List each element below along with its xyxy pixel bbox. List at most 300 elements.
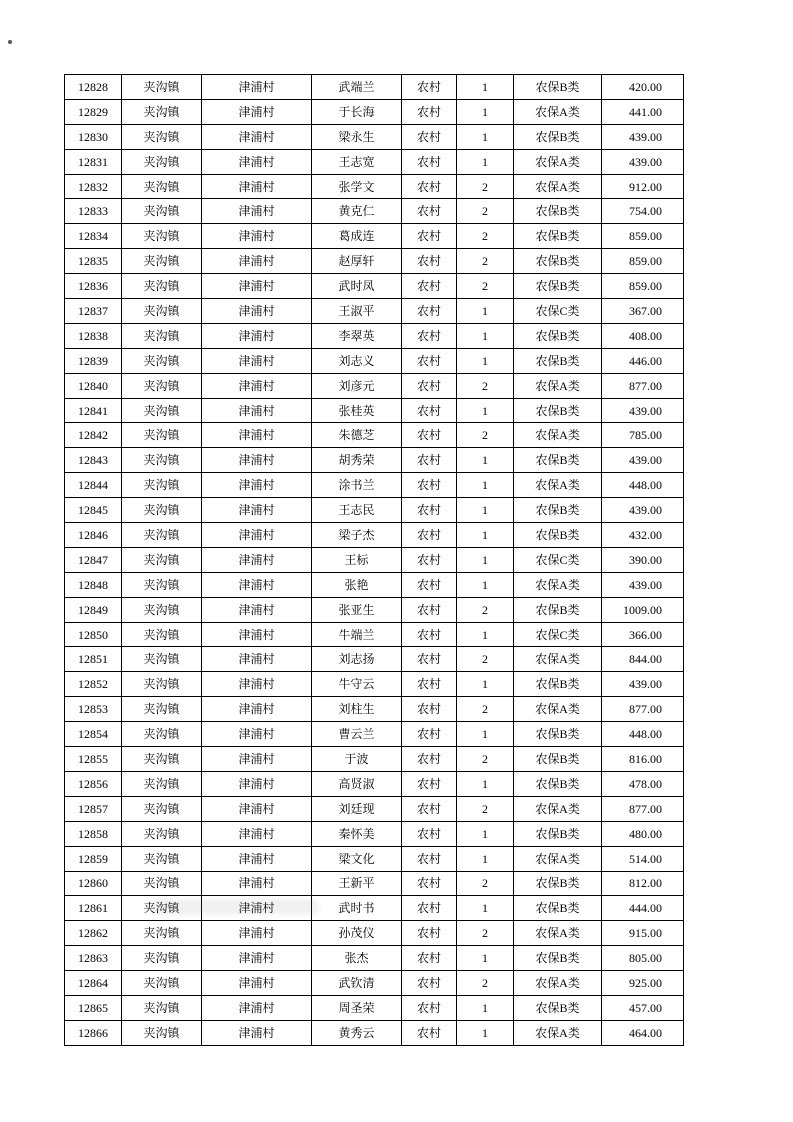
town-cell: 夹沟镇 (122, 448, 202, 473)
table-row (65, 572, 684, 597)
category-cell: 农村 (402, 249, 457, 274)
insurance-type-cell: 农保B类 (514, 896, 602, 921)
category-cell: 农村 (402, 448, 457, 473)
table-row (65, 498, 684, 523)
table-row (65, 423, 684, 448)
name-cell: 张艳 (312, 572, 402, 597)
insurance-type-cell: 农保A类 (514, 572, 602, 597)
count-cell: 2 (457, 423, 514, 448)
insurance-type-cell: 农保B类 (514, 946, 602, 971)
category-cell: 农村 (402, 1020, 457, 1045)
category-cell: 农村 (402, 423, 457, 448)
town-cell: 夹沟镇 (122, 149, 202, 174)
insurance-type-cell: 农保B类 (514, 871, 602, 896)
name-cell: 李翠英 (312, 323, 402, 348)
table-row (65, 995, 684, 1020)
town-cell: 夹沟镇 (122, 299, 202, 324)
amount-cell: 912.00 (602, 174, 684, 199)
category-cell: 农村 (402, 348, 457, 373)
village-cell: 津浦村 (202, 498, 312, 523)
category-cell: 农村 (402, 523, 457, 548)
category-cell: 农村 (402, 771, 457, 796)
town-cell: 夹沟镇 (122, 647, 202, 672)
village-cell: 津浦村 (202, 672, 312, 697)
village-cell: 津浦村 (202, 921, 312, 946)
name-cell: 刘柱生 (312, 697, 402, 722)
table-row (65, 796, 684, 821)
amount-cell: 805.00 (602, 946, 684, 971)
village-cell: 津浦村 (202, 274, 312, 299)
insurance-type-cell: 农保B类 (514, 348, 602, 373)
count-cell: 1 (457, 672, 514, 697)
serial-cell: 12863 (65, 946, 122, 971)
town-cell: 夹沟镇 (122, 697, 202, 722)
village-cell: 津浦村 (202, 796, 312, 821)
insurance-type-cell: 农保A类 (514, 149, 602, 174)
count-cell: 1 (457, 547, 514, 572)
amount-cell: 812.00 (602, 871, 684, 896)
name-cell: 王志民 (312, 498, 402, 523)
category-cell: 农村 (402, 473, 457, 498)
town-cell: 夹沟镇 (122, 249, 202, 274)
insurance-type-cell: 农保B类 (514, 821, 602, 846)
insurance-type-cell: 农保B类 (514, 199, 602, 224)
serial-cell: 12861 (65, 896, 122, 921)
table-row (65, 821, 684, 846)
town-cell: 夹沟镇 (122, 572, 202, 597)
serial-cell: 12838 (65, 323, 122, 348)
category-cell: 农村 (402, 971, 457, 996)
name-cell: 武时凤 (312, 274, 402, 299)
village-cell: 津浦村 (202, 99, 312, 124)
count-cell: 2 (457, 373, 514, 398)
insurance-type-cell: 农保B类 (514, 995, 602, 1020)
count-cell: 1 (457, 771, 514, 796)
amount-cell: 859.00 (602, 274, 684, 299)
village-cell: 津浦村 (202, 174, 312, 199)
table-row (65, 946, 684, 971)
name-cell: 秦怀美 (312, 821, 402, 846)
table-row (65, 174, 684, 199)
insurance-type-cell: 农保C类 (514, 622, 602, 647)
serial-cell: 12852 (65, 672, 122, 697)
insurance-type-cell: 农保A类 (514, 697, 602, 722)
count-cell: 2 (457, 921, 514, 946)
insurance-type-cell: 农保B类 (514, 124, 602, 149)
town-cell: 夹沟镇 (122, 547, 202, 572)
name-cell: 于波 (312, 747, 402, 772)
category-cell: 农村 (402, 622, 457, 647)
table-row (65, 398, 684, 423)
category-cell: 农村 (402, 672, 457, 697)
category-cell: 农村 (402, 323, 457, 348)
category-cell: 农村 (402, 498, 457, 523)
category-cell: 农村 (402, 99, 457, 124)
count-cell: 1 (457, 323, 514, 348)
insurance-type-cell: 农保A类 (514, 647, 602, 672)
amount-cell: 754.00 (602, 199, 684, 224)
category-cell: 农村 (402, 274, 457, 299)
serial-cell: 12865 (65, 995, 122, 1020)
insurance-type-cell: 农保A类 (514, 796, 602, 821)
table-row (65, 597, 684, 622)
count-cell: 1 (457, 398, 514, 423)
amount-cell: 367.00 (602, 299, 684, 324)
town-cell: 夹沟镇 (122, 846, 202, 871)
amount-cell: 877.00 (602, 697, 684, 722)
name-cell: 武时书 (312, 896, 402, 921)
amount-cell: 877.00 (602, 373, 684, 398)
insurance-type-cell: 农保A类 (514, 971, 602, 996)
insurance-type-cell: 农保A类 (514, 921, 602, 946)
village-cell: 津浦村 (202, 249, 312, 274)
category-cell: 农村 (402, 697, 457, 722)
count-cell: 1 (457, 1020, 514, 1045)
amount-cell: 1009.00 (602, 597, 684, 622)
table-row (65, 771, 684, 796)
town-cell: 夹沟镇 (122, 323, 202, 348)
serial-cell: 12854 (65, 722, 122, 747)
name-cell: 朱德芝 (312, 423, 402, 448)
amount-cell: 441.00 (602, 99, 684, 124)
town-cell: 夹沟镇 (122, 921, 202, 946)
serial-cell: 12857 (65, 796, 122, 821)
count-cell: 1 (457, 299, 514, 324)
village-cell: 津浦村 (202, 398, 312, 423)
amount-cell: 448.00 (602, 473, 684, 498)
benefits-table-container (64, 74, 684, 1046)
count-cell: 2 (457, 871, 514, 896)
count-cell: 1 (457, 149, 514, 174)
table-row (65, 697, 684, 722)
table-row (65, 547, 684, 572)
table-row (65, 224, 684, 249)
count-cell: 2 (457, 747, 514, 772)
name-cell: 刘志扬 (312, 647, 402, 672)
name-cell: 张桂英 (312, 398, 402, 423)
name-cell: 张亚生 (312, 597, 402, 622)
table-row (65, 971, 684, 996)
insurance-type-cell: 农保A类 (514, 846, 602, 871)
insurance-type-cell: 农保B类 (514, 771, 602, 796)
count-cell: 2 (457, 224, 514, 249)
amount-cell: 420.00 (602, 75, 684, 100)
insurance-type-cell: 农保B类 (514, 448, 602, 473)
category-cell: 农村 (402, 373, 457, 398)
village-cell: 津浦村 (202, 75, 312, 100)
table-row (65, 249, 684, 274)
insurance-type-cell: 农保A类 (514, 99, 602, 124)
name-cell: 梁子杰 (312, 523, 402, 548)
count-cell: 1 (457, 896, 514, 921)
amount-cell: 448.00 (602, 722, 684, 747)
count-cell: 2 (457, 199, 514, 224)
category-cell: 农村 (402, 75, 457, 100)
serial-cell: 12840 (65, 373, 122, 398)
count-cell: 1 (457, 821, 514, 846)
insurance-type-cell: 农保B类 (514, 523, 602, 548)
table-row (65, 896, 684, 921)
table-row (65, 75, 684, 100)
insurance-type-cell: 农保A类 (514, 1020, 602, 1045)
amount-cell: 859.00 (602, 249, 684, 274)
village-cell: 津浦村 (202, 124, 312, 149)
count-cell: 1 (457, 75, 514, 100)
insurance-type-cell: 农保B类 (514, 75, 602, 100)
serial-cell: 12849 (65, 597, 122, 622)
table-row (65, 299, 684, 324)
amount-cell: 785.00 (602, 423, 684, 448)
category-cell: 农村 (402, 547, 457, 572)
town-cell: 夹沟镇 (122, 821, 202, 846)
count-cell: 2 (457, 597, 514, 622)
serial-cell: 12866 (65, 1020, 122, 1045)
town-cell: 夹沟镇 (122, 373, 202, 398)
category-cell: 农村 (402, 871, 457, 896)
amount-cell: 439.00 (602, 672, 684, 697)
table-row (65, 747, 684, 772)
name-cell: 刘彦元 (312, 373, 402, 398)
town-cell: 夹沟镇 (122, 423, 202, 448)
category-cell: 农村 (402, 597, 457, 622)
category-cell: 农村 (402, 896, 457, 921)
amount-cell: 439.00 (602, 149, 684, 174)
serial-cell: 12841 (65, 398, 122, 423)
category-cell: 农村 (402, 995, 457, 1020)
name-cell: 王标 (312, 547, 402, 572)
category-cell: 农村 (402, 921, 457, 946)
table-row (65, 149, 684, 174)
serial-cell: 12853 (65, 697, 122, 722)
name-cell: 刘廷现 (312, 796, 402, 821)
serial-cell: 12830 (65, 124, 122, 149)
amount-cell: 408.00 (602, 323, 684, 348)
serial-cell: 12864 (65, 971, 122, 996)
name-cell: 葛成连 (312, 224, 402, 249)
table-row (65, 448, 684, 473)
town-cell: 夹沟镇 (122, 523, 202, 548)
village-cell: 津浦村 (202, 722, 312, 747)
table-row (65, 647, 684, 672)
village-cell: 津浦村 (202, 1020, 312, 1045)
serial-cell: 12835 (65, 249, 122, 274)
insurance-type-cell: 农保B类 (514, 398, 602, 423)
amount-cell: 514.00 (602, 846, 684, 871)
serial-cell: 12836 (65, 274, 122, 299)
town-cell: 夹沟镇 (122, 995, 202, 1020)
count-cell: 2 (457, 249, 514, 274)
table-body (65, 75, 684, 1046)
amount-cell: 457.00 (602, 995, 684, 1020)
category-cell: 农村 (402, 398, 457, 423)
name-cell: 刘志义 (312, 348, 402, 373)
name-cell: 涂书兰 (312, 473, 402, 498)
insurance-type-cell: 农保A类 (514, 473, 602, 498)
count-cell: 1 (457, 498, 514, 523)
name-cell: 王志宽 (312, 149, 402, 174)
name-cell: 曹云兰 (312, 722, 402, 747)
serial-cell: 12844 (65, 473, 122, 498)
count-cell: 1 (457, 523, 514, 548)
table-row (65, 523, 684, 548)
insurance-type-cell: 农保B类 (514, 274, 602, 299)
count-cell: 2 (457, 796, 514, 821)
serial-cell: 12846 (65, 523, 122, 548)
town-cell: 夹沟镇 (122, 398, 202, 423)
village-cell: 津浦村 (202, 473, 312, 498)
category-cell: 农村 (402, 722, 457, 747)
village-cell: 津浦村 (202, 523, 312, 548)
table-row (65, 871, 684, 896)
insurance-type-cell: 农保B类 (514, 672, 602, 697)
town-cell: 夹沟镇 (122, 124, 202, 149)
insurance-type-cell: 农保A类 (514, 174, 602, 199)
count-cell: 1 (457, 99, 514, 124)
table-row (65, 473, 684, 498)
town-cell: 夹沟镇 (122, 896, 202, 921)
category-cell: 农村 (402, 946, 457, 971)
count-cell: 2 (457, 274, 514, 299)
category-cell: 农村 (402, 846, 457, 871)
village-cell: 津浦村 (202, 224, 312, 249)
town-cell: 夹沟镇 (122, 1020, 202, 1045)
scan-speck (8, 40, 12, 44)
benefits-table (64, 74, 684, 1046)
count-cell: 1 (457, 946, 514, 971)
village-cell: 津浦村 (202, 647, 312, 672)
count-cell: 1 (457, 124, 514, 149)
amount-cell: 432.00 (602, 523, 684, 548)
name-cell: 武钦清 (312, 971, 402, 996)
insurance-type-cell: 农保C类 (514, 299, 602, 324)
village-cell: 津浦村 (202, 373, 312, 398)
serial-cell: 12850 (65, 622, 122, 647)
amount-cell: 446.00 (602, 348, 684, 373)
name-cell: 于长海 (312, 99, 402, 124)
village-cell: 津浦村 (202, 971, 312, 996)
serial-cell: 12831 (65, 149, 122, 174)
category-cell: 农村 (402, 796, 457, 821)
town-cell: 夹沟镇 (122, 971, 202, 996)
village-cell: 津浦村 (202, 896, 312, 921)
town-cell: 夹沟镇 (122, 348, 202, 373)
town-cell: 夹沟镇 (122, 771, 202, 796)
town-cell: 夹沟镇 (122, 747, 202, 772)
village-cell: 津浦村 (202, 697, 312, 722)
village-cell: 津浦村 (202, 572, 312, 597)
count-cell: 1 (457, 846, 514, 871)
count-cell: 1 (457, 995, 514, 1020)
amount-cell: 439.00 (602, 572, 684, 597)
insurance-type-cell: 农保B类 (514, 722, 602, 747)
amount-cell: 816.00 (602, 747, 684, 772)
town-cell: 夹沟镇 (122, 199, 202, 224)
town-cell: 夹沟镇 (122, 224, 202, 249)
insurance-type-cell: 农保C类 (514, 547, 602, 572)
town-cell: 夹沟镇 (122, 75, 202, 100)
name-cell: 梁文化 (312, 846, 402, 871)
count-cell: 1 (457, 722, 514, 747)
insurance-type-cell: 农保A类 (514, 423, 602, 448)
village-cell: 津浦村 (202, 871, 312, 896)
count-cell: 2 (457, 697, 514, 722)
amount-cell: 439.00 (602, 448, 684, 473)
insurance-type-cell: 农保A类 (514, 373, 602, 398)
serial-cell: 12855 (65, 747, 122, 772)
town-cell: 夹沟镇 (122, 174, 202, 199)
count-cell: 2 (457, 174, 514, 199)
insurance-type-cell: 农保B类 (514, 747, 602, 772)
village-cell: 津浦村 (202, 821, 312, 846)
amount-cell: 439.00 (602, 398, 684, 423)
name-cell: 胡秀荣 (312, 448, 402, 473)
name-cell: 张杰 (312, 946, 402, 971)
amount-cell: 859.00 (602, 224, 684, 249)
town-cell: 夹沟镇 (122, 498, 202, 523)
count-cell: 1 (457, 448, 514, 473)
name-cell: 高贤淑 (312, 771, 402, 796)
table-row (65, 921, 684, 946)
amount-cell: 877.00 (602, 796, 684, 821)
serial-cell: 12848 (65, 572, 122, 597)
amount-cell: 439.00 (602, 498, 684, 523)
amount-cell: 478.00 (602, 771, 684, 796)
town-cell: 夹沟镇 (122, 722, 202, 747)
serial-cell: 12862 (65, 921, 122, 946)
table-row (65, 373, 684, 398)
count-cell: 1 (457, 473, 514, 498)
amount-cell: 390.00 (602, 547, 684, 572)
name-cell: 黄秀云 (312, 1020, 402, 1045)
village-cell: 津浦村 (202, 597, 312, 622)
village-cell: 津浦村 (202, 149, 312, 174)
serial-cell: 12843 (65, 448, 122, 473)
category-cell: 农村 (402, 647, 457, 672)
table-row (65, 622, 684, 647)
insurance-type-cell: 农保B类 (514, 597, 602, 622)
serial-cell: 12829 (65, 99, 122, 124)
insurance-type-cell: 农保B类 (514, 249, 602, 274)
village-cell: 津浦村 (202, 348, 312, 373)
serial-cell: 12834 (65, 224, 122, 249)
town-cell: 夹沟镇 (122, 597, 202, 622)
name-cell: 牛守云 (312, 672, 402, 697)
count-cell: 1 (457, 348, 514, 373)
count-cell: 1 (457, 572, 514, 597)
name-cell: 王淑平 (312, 299, 402, 324)
category-cell: 农村 (402, 199, 457, 224)
table-row (65, 323, 684, 348)
village-cell: 津浦村 (202, 622, 312, 647)
insurance-type-cell: 农保B类 (514, 498, 602, 523)
serial-cell: 12851 (65, 647, 122, 672)
serial-cell: 12856 (65, 771, 122, 796)
insurance-type-cell: 农保B类 (514, 224, 602, 249)
serial-cell: 12833 (65, 199, 122, 224)
amount-cell: 444.00 (602, 896, 684, 921)
serial-cell: 12845 (65, 498, 122, 523)
name-cell: 孙茂仪 (312, 921, 402, 946)
category-cell: 农村 (402, 149, 457, 174)
amount-cell: 915.00 (602, 921, 684, 946)
serial-cell: 12832 (65, 174, 122, 199)
town-cell: 夹沟镇 (122, 946, 202, 971)
village-cell: 津浦村 (202, 323, 312, 348)
village-cell: 津浦村 (202, 995, 312, 1020)
amount-cell: 925.00 (602, 971, 684, 996)
category-cell: 农村 (402, 821, 457, 846)
table-row (65, 1020, 684, 1045)
